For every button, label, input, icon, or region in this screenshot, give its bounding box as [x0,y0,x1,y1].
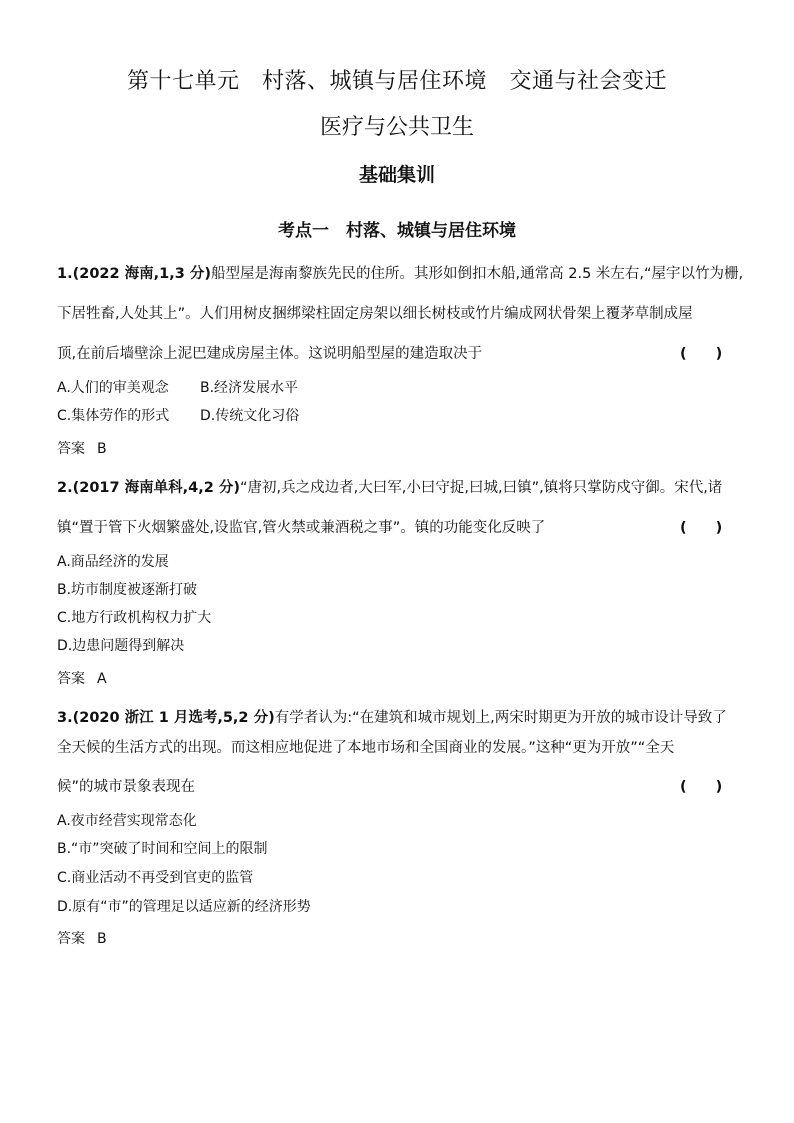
option-c: C.集体劳作的形式 [57,408,170,424]
unit-title: 第十七单元 村落、城镇与居住环境 交通与社会变迁 [126,69,667,94]
question-number: 2. [57,480,73,496]
question-source: (2022 海南,1,3 分) [72,266,212,282]
option-b: B.“市”突破了时间和空间上的限制 [57,841,268,857]
option-d: D.传统文化习俗 [200,408,300,424]
question-number: 1. [57,266,73,282]
answer-blank: ( ) [680,346,723,362]
option-b: B.坊市制度被逐渐打破 [57,582,198,598]
question-1-line-3: 顶,在前后墙壁涂上泥巴建成房屋主体。这说明船型屋的建造取决于 [57,346,483,362]
option-d: D.原有“市”的管理足以适应新的经济形势 [57,899,311,915]
answer-blank: ( ) [680,779,723,795]
answer-label: 答案 [57,931,85,947]
question-3-line-1 [57,706,727,727]
question-text: 有学者认为:“在建筑和城市规划上,两宋时期更为开放的城市设计导致了 [274,710,727,726]
option-c: C.地方行政机构权力扩大 [57,610,212,626]
answer-line [57,438,107,458]
option-a: A.夜市经营实现常态化 [57,813,197,829]
question-text: 船型屋是海南黎族先民的住所。其形如倒扣木船,通常高 2.5 米左右,“屋宇以竹为栅, [211,266,744,282]
topic-heading: 考点一 村落、城镇与居住环境 [278,221,516,241]
option-a: A.商品经济的发展 [57,554,169,570]
answer-label: 答案 [57,671,85,687]
section-heading: 基础集训 [358,164,435,186]
answer-value: A [97,671,107,687]
question-source: (2020 浙江 1 月选考,5,2 分) [72,710,275,726]
option-b: B.经济发展水平 [200,380,299,396]
unit-subtitle: 医疗与公共卫生 [319,115,474,140]
question-3-line-3: 候”的城市景象表现在 [57,779,196,795]
answer-value: B [97,931,107,947]
answer-line [57,668,107,688]
question-text: “唐初,兵之戍边者,大曰军,小曰守捉,曰城,曰镇”,镇将只掌防戍守御。宋代,诸 [240,480,723,496]
answer-line [57,928,107,948]
question-1-line-2: 下居牲畜,人处其上”。人们用树皮捆绑梁柱固定房架以细长树枝或竹片编成网状骨架上覆茅草制成屋 [57,306,693,322]
question-1-line-1 [57,262,743,283]
option-c: C.商业活动不再受到官吏的监管 [57,870,254,886]
answer-blank: ( ) [680,520,723,536]
question-number: 3. [57,710,73,726]
option-a: A.人们的审美观念 [57,380,169,396]
question-2-line-1 [57,476,722,497]
answer-label: 答案 [57,441,85,457]
question-2-line-2: 镇“置于管下火烟繁盛处,设监官,管火禁或兼酒税之事”。镇的功能变化反映了 [57,520,546,536]
question-source: (2017 海南单科,4,2 分) [72,480,241,496]
option-d: D.边患问题得到解决 [57,638,185,654]
answer-value: B [97,441,107,457]
question-3-line-2: 全天候的生活方式的出现。而这相应地促进了本地市场和全国商业的发展。”这种“更为开放”“全天 [57,740,675,756]
